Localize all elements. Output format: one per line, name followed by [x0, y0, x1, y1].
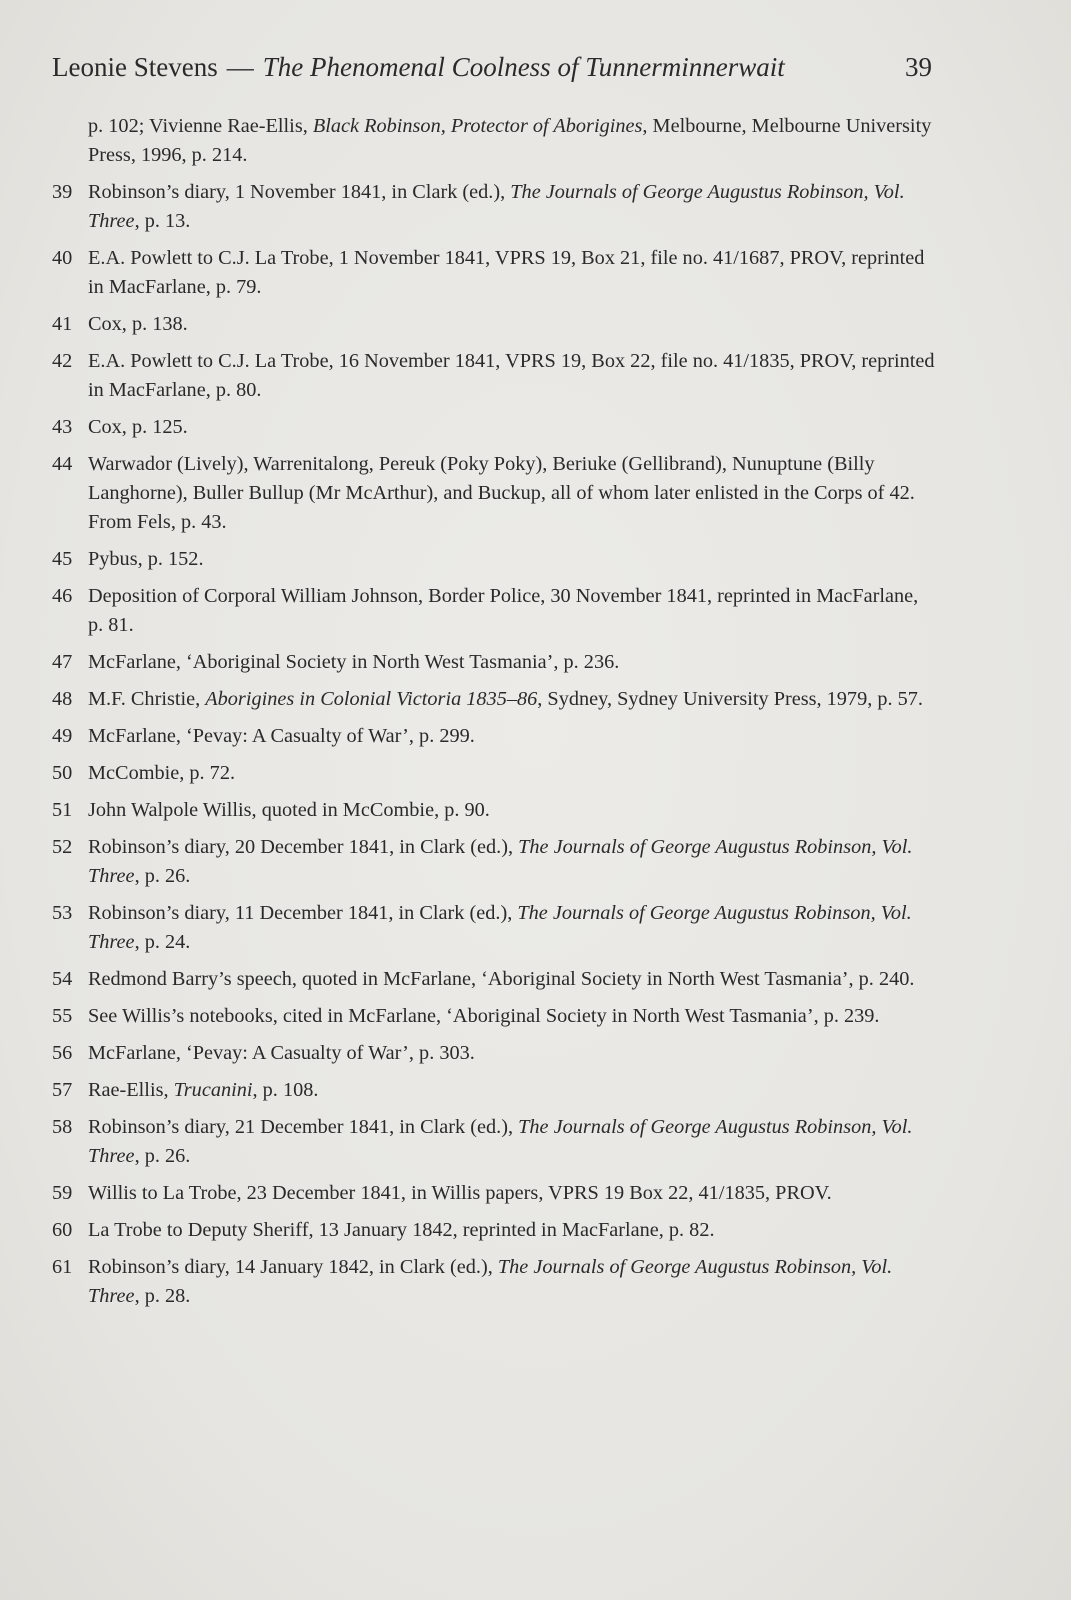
endnote	[52, 759, 938, 788]
endnote-number: 43	[52, 416, 73, 438]
endnote	[52, 1216, 938, 1245]
endnote-text: La Trobe to Deputy Sheriff, 13 January 1842, reprinted in MacFarlane, p. 82.	[88, 1219, 715, 1241]
endnote	[52, 413, 938, 442]
endnote-title-italic: The Journals of George Augustus Robinson, Vol. Three	[88, 1256, 893, 1307]
endnote-number: 46	[52, 585, 73, 607]
endnote-text: Cox, p. 138.	[88, 313, 188, 335]
endnote-title-italic: Trucanini	[173, 1079, 253, 1101]
endnote-text: McCombie, p. 72.	[88, 762, 236, 784]
endnote-number: 58	[52, 1116, 73, 1138]
endnote-text: Pybus, p. 152.	[88, 548, 204, 570]
header-separator: —	[226, 52, 254, 82]
endnote	[52, 648, 938, 677]
endnote-text: Rae-Ellis,	[88, 1079, 174, 1101]
endnote-number: 51	[52, 799, 73, 821]
endnote-title-italic: The Journals of George Augustus Robinson, Vol. Three	[88, 181, 905, 232]
endnote-number: 41	[52, 313, 73, 335]
endnote-text: , p. 26.	[134, 865, 191, 887]
endnote	[52, 310, 938, 339]
endnote-text: p. 102; Vivienne Rae-Ellis,	[88, 115, 313, 137]
endnote-text: Willis to La Trobe, 23 December 1841, in Willis papers, VPRS 19 Box 22, 41/1835, PROV.	[88, 1182, 832, 1204]
endnote-text: E.A. Powlett to C.J. La Trobe, 1 November 1841, VPRS 19, Box 21, file no. 41/1687, PROV, reprinted in MacFarlane, p. 79.	[88, 247, 925, 298]
header-author: Leonie Stevens	[52, 52, 218, 82]
endnote	[52, 1113, 938, 1171]
endnote-number: 59	[52, 1182, 73, 1204]
running-header	[52, 52, 932, 83]
endnote	[52, 178, 938, 236]
endnote-text: Robinson’s diary, 20 December 1841, in Clark (ed.),	[88, 836, 519, 858]
endnote-text: McFarlane, ‘Pevay: A Casualty of War’, p. 299.	[88, 725, 475, 747]
endnote	[52, 1002, 938, 1031]
endnote-number: 42	[52, 350, 73, 372]
endnote-text: McFarlane, ‘Pevay: A Casualty of War’, p. 303.	[88, 1042, 475, 1064]
endnote-text: Robinson’s diary, 11 December 1841, in Clark (ed.),	[88, 902, 518, 924]
endnote-number: 53	[52, 902, 73, 924]
endnote-number: 57	[52, 1079, 73, 1101]
endnote-text: E.A. Powlett to C.J. La Trobe, 16 November 1841, VPRS 19, Box 22, file no. 41/1835, PROV, reprinted in MacFarlane, p. 80.	[88, 350, 935, 401]
endnote-text: Redmond Barry’s speech, quoted in McFarlane, ‘Aboriginal Society in North West Tasmania’, p. 240.	[88, 968, 915, 990]
endnotes-list	[52, 112, 938, 1319]
endnote-text: , Sydney, Sydney University Press, 1979, p. 57.	[537, 688, 923, 710]
endnote-number: 40	[52, 247, 73, 269]
endnote-text: Warwador (Lively), Warrenitalong, Pereuk (Poky Poky), Beriuke (Gellibrand), Nunuptune (Billy Langhorne), Buller Bullup (Mr McArthur), and Buckup, all of whom later enlisted in the Corps of 42. From Fels, p. 43.	[88, 453, 915, 533]
endnote-title-italic: The Journals of George Augustus Robinson, Vol. Three	[88, 902, 912, 953]
endnote-text: , p. 28.	[134, 1285, 191, 1307]
endnote-number: 48	[52, 688, 73, 710]
endnote-number: 45	[52, 548, 73, 570]
endnote	[52, 1076, 938, 1105]
endnote	[52, 833, 938, 891]
endnote-text: Deposition of Corporal William Johnson, Border Police, 30 November 1841, reprinted in MacFarlane, p. 81.	[88, 585, 919, 636]
endnote-number: 49	[52, 725, 73, 747]
endnote-text: Robinson’s diary, 21 December 1841, in Clark (ed.),	[88, 1116, 519, 1138]
endnote-text: , Melbourne, Melbourne University Press, 1996, p. 214.	[88, 115, 932, 166]
endnote-number: 56	[52, 1042, 73, 1064]
endnote-text: M.F. Christie,	[88, 688, 206, 710]
endnote-text: , p. 13.	[134, 210, 191, 232]
endnote-text: , p. 24.	[134, 931, 191, 953]
endnote-number: 60	[52, 1219, 73, 1241]
endnote-number: 44	[52, 453, 73, 475]
endnote	[52, 112, 938, 170]
endnote-number: 52	[52, 836, 73, 858]
endnote-title-italic: Aborigines in Colonial Victoria 1835–86	[205, 688, 538, 710]
endnote-text: Cox, p. 125.	[88, 416, 188, 438]
endnote	[52, 450, 938, 537]
endnote	[52, 347, 938, 405]
endnote-text: McFarlane, ‘Aboriginal Society in North West Tasmania’, p. 236.	[88, 651, 620, 673]
endnote-text: Robinson’s diary, 1 November 1841, in Clark (ed.),	[88, 181, 511, 203]
endnote	[52, 1253, 938, 1311]
endnote	[52, 1039, 938, 1068]
header-title: The Phenomenal Coolness of Tunnerminnerwait	[262, 52, 785, 82]
endnote	[52, 685, 938, 714]
endnote	[52, 244, 938, 302]
endnote-title-italic: Black Robinson, Protector of Aborigines	[312, 115, 643, 137]
endnote	[52, 899, 938, 957]
endnote	[52, 796, 938, 825]
page-number: 39	[905, 52, 932, 82]
endnote-text: , p. 26.	[134, 1145, 191, 1167]
endnote-number: 54	[52, 968, 73, 990]
endnote-text: See Willis’s notebooks, cited in McFarlane, ‘Aboriginal Society in North West Tasmania’, p. 239.	[88, 1005, 880, 1027]
endnote-number: 50	[52, 762, 73, 784]
endnote-number: 39	[52, 181, 73, 203]
endnote-text: John Walpole Willis, quoted in McCombie, p. 90.	[88, 799, 490, 821]
endnote	[52, 545, 938, 574]
endnote-number: 61	[52, 1256, 73, 1278]
endnote	[52, 965, 938, 994]
endnote-title-italic: The Journals of George Augustus Robinson, Vol. Three	[88, 836, 913, 887]
endnote-title-italic: The Journals of George Augustus Robinson, Vol. Three	[88, 1116, 913, 1167]
endnote	[52, 582, 938, 640]
endnote	[52, 1179, 938, 1208]
endnote-number: 55	[52, 1005, 73, 1027]
endnote	[52, 722, 938, 751]
endnote-text: Robinson’s diary, 14 January 1842, in Clark (ed.),	[88, 1256, 498, 1278]
endnote-text: , p. 108.	[252, 1079, 319, 1101]
endnote-number: 47	[52, 651, 73, 673]
